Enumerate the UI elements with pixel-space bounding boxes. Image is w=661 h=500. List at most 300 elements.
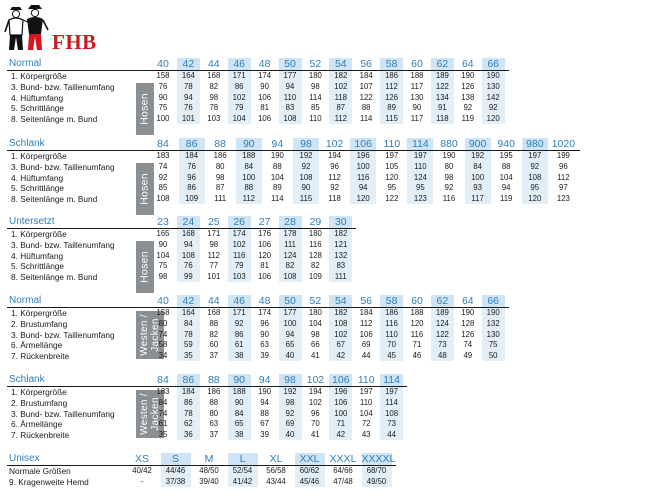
table-cell: 89 xyxy=(273,183,282,193)
size-header: 88 xyxy=(207,374,220,386)
table-cell: 128 xyxy=(308,250,322,260)
table-cell: 95 xyxy=(387,183,397,193)
table-cell: 72 xyxy=(361,419,371,429)
table-cell: 48 xyxy=(438,350,447,360)
row-label: 9. Kragenweite Hemd xyxy=(9,476,89,487)
table-cell: 80 xyxy=(158,318,168,328)
size-header: 86 xyxy=(177,374,200,386)
table-cell: 42 xyxy=(336,350,346,360)
table-cell: 81 xyxy=(260,261,269,271)
table-cell: 195 xyxy=(499,151,513,161)
table-cell: 174 xyxy=(258,308,272,318)
table-cell: 106 xyxy=(258,113,272,123)
table-cell: 184 xyxy=(359,71,373,81)
size-header: XXL xyxy=(295,453,325,465)
table-cell: 64/66 xyxy=(333,466,353,476)
table-cell: 73 xyxy=(387,419,396,429)
table-cell: 116 xyxy=(442,193,456,203)
table-cell: 67 xyxy=(260,419,269,429)
table-cell: 88 xyxy=(273,161,282,171)
table-cell: 122 xyxy=(435,329,449,339)
table-cell: 99 xyxy=(184,271,193,281)
section-title: Schlank xyxy=(9,138,45,149)
table-cell: 59 xyxy=(184,340,193,350)
table-cell: 71 xyxy=(412,340,422,350)
table-cell: 112 xyxy=(207,250,221,260)
table-cell: 80 xyxy=(444,161,454,171)
table-cell: 78 xyxy=(209,103,219,113)
table-cell: 178 xyxy=(283,229,297,239)
row-label: 1. Körpergröße xyxy=(11,308,67,319)
table-cell: 104 xyxy=(308,318,322,328)
row-label: 1. Körpergröße xyxy=(11,151,67,162)
section-hosen-normal xyxy=(0,58,661,126)
size-header: 86 xyxy=(179,138,205,150)
table-cell: 42 xyxy=(336,429,346,439)
table-cell: 184 xyxy=(185,151,199,161)
brand-name: FHB xyxy=(52,30,97,54)
table-cell: 121 xyxy=(334,239,348,249)
table-cell: 118 xyxy=(328,193,341,203)
table-cell: 98 xyxy=(215,172,225,182)
section-title: Unisex xyxy=(9,453,40,464)
table-cell: 61 xyxy=(158,419,168,429)
row-label: 2. Brustumfang xyxy=(11,397,68,408)
row-label: 3. Bund- bzw. Taillenumfang xyxy=(11,408,115,419)
table-cell: 190 xyxy=(461,71,475,81)
table-cell: 100 xyxy=(471,172,485,182)
table-cell: 119 xyxy=(499,193,513,203)
table-cell: 194 xyxy=(308,387,322,397)
size-header: 90 xyxy=(228,374,251,386)
size-header: 102 xyxy=(306,374,325,386)
table-cell: 190 xyxy=(486,71,500,81)
table-cell: 98 xyxy=(311,81,320,91)
row-label: 3. Bund- bzw. Taillenumfang xyxy=(11,81,115,92)
table-cell: 63 xyxy=(260,340,269,350)
table-cell: 174 xyxy=(258,71,272,81)
row-label: 2. Brustumfang xyxy=(11,318,68,329)
table-cell: 78 xyxy=(184,329,193,339)
table-cell: 41 xyxy=(311,429,320,439)
table-cell: 36 xyxy=(184,429,193,439)
table-cell: 116 xyxy=(309,239,322,249)
table-cell: 65 xyxy=(285,340,295,350)
table-cell: 90 xyxy=(301,183,311,193)
table-cell: 199 xyxy=(556,151,570,161)
size-header: 42 xyxy=(177,58,200,70)
table-cell: 46 xyxy=(412,350,422,360)
table-cell: 88 xyxy=(209,397,219,407)
row-label: 7. Rückenbreite xyxy=(11,350,70,361)
table-cell: 182 xyxy=(334,71,348,81)
table-cell: 49 xyxy=(463,350,473,360)
table-cell: 116 xyxy=(232,250,246,260)
row-label: 1. Körpergröße xyxy=(11,71,67,82)
table-cell: 76 xyxy=(158,81,168,91)
table-cell: 103 xyxy=(207,113,221,123)
table-cell: 180 xyxy=(308,308,322,318)
table-cell: 110 xyxy=(414,161,427,171)
table-cell: 186 xyxy=(213,151,227,161)
table-cell: 83 xyxy=(285,103,295,113)
table-cell: 190 xyxy=(442,151,456,161)
table-cell: 52/54 xyxy=(232,466,253,476)
table-cell: 110 xyxy=(385,329,398,339)
size-header: 880 xyxy=(440,138,458,150)
table-cell: 82 xyxy=(285,261,295,271)
table-cell: 86 xyxy=(187,183,196,193)
table-cell: 98 xyxy=(444,172,454,182)
table-cell: 101 xyxy=(181,113,195,123)
table-cell: 84 xyxy=(184,318,193,328)
table-cell: 94 xyxy=(285,329,295,339)
table-cell: 92 xyxy=(463,103,473,113)
table-cell: 184 xyxy=(181,387,195,397)
size-header: 23 xyxy=(157,216,169,228)
table-cell: 96 xyxy=(330,161,339,171)
section-hosen-untersetzt xyxy=(0,216,661,284)
size-header: 62 xyxy=(431,295,454,307)
table-cell: 111 xyxy=(334,271,347,281)
size-header: 50 xyxy=(279,58,302,70)
table-cell: 112 xyxy=(242,193,256,203)
table-cell: 114 xyxy=(309,92,322,102)
table-cell: 188 xyxy=(242,151,256,161)
table-cell: 182 xyxy=(334,229,348,239)
table-cell: 138 xyxy=(461,92,475,102)
table-cell: 120 xyxy=(528,193,542,203)
table-cell: 94 xyxy=(501,183,511,193)
table-cell: 70 xyxy=(311,419,320,429)
table-cell: 108 xyxy=(334,318,348,328)
table-cell: 124 xyxy=(413,172,427,182)
table-cell: 126 xyxy=(461,81,475,91)
section-title: Schlank xyxy=(9,374,45,385)
size-header: 64 xyxy=(461,295,474,307)
table-cell: 142 xyxy=(486,92,500,102)
table-cell: 102 xyxy=(334,329,348,339)
size-header: 48 xyxy=(258,58,271,70)
row-label: 4. Hüftumfang xyxy=(11,250,64,261)
table-cell: 171 xyxy=(232,308,246,318)
table-cell: 78 xyxy=(184,81,193,91)
table-cell: 112 xyxy=(334,113,348,123)
table-cell: 192 xyxy=(471,151,485,161)
table-cell: 61 xyxy=(234,340,244,350)
size-header: 27 xyxy=(258,216,271,228)
table-cell: 44 xyxy=(387,429,396,439)
table-cell: 106 xyxy=(258,239,272,249)
table-cell: 197 xyxy=(385,151,399,161)
size-header: XL xyxy=(269,453,283,465)
table-cell: 171 xyxy=(207,229,221,239)
table-cell: 111 xyxy=(284,239,296,249)
table-cell: 96 xyxy=(260,318,269,328)
table-cell: 192 xyxy=(299,151,313,161)
table-cell: 94 xyxy=(184,239,193,249)
table-cell: 90 xyxy=(158,92,168,102)
size-header: 90 xyxy=(236,138,262,150)
table-cell: 168 xyxy=(207,71,221,81)
row-label: 8. Seitenlänge m. Bund xyxy=(11,113,98,124)
table-cell: 56/58 xyxy=(266,466,286,476)
table-cell: 68/70 xyxy=(366,466,387,476)
table-cell: 111 xyxy=(214,193,227,203)
table-cell: 183 xyxy=(156,387,170,397)
table-cell: 184 xyxy=(359,308,373,318)
table-cell: 82 xyxy=(209,81,219,91)
table-cell: 100 xyxy=(283,318,297,328)
table-cell: 85 xyxy=(311,103,320,113)
table-cell: 35 xyxy=(184,350,193,360)
table-cell: 48/50 xyxy=(199,466,219,476)
table-cell: 95 xyxy=(416,183,425,193)
table-cell: 84 xyxy=(158,397,168,407)
table-cell: 106 xyxy=(258,271,272,281)
table-cell: 130 xyxy=(410,92,424,102)
row-label: 8. Seitenlänge m. Bund xyxy=(11,271,98,282)
table-cell: 71 xyxy=(336,419,346,429)
section-title: Untersetzt xyxy=(9,216,55,227)
table-cell: 164 xyxy=(181,71,195,81)
size-header: 84 xyxy=(157,138,169,150)
table-cell: 74 xyxy=(158,408,168,418)
size-header: 54 xyxy=(329,58,352,70)
table-cell: 75 xyxy=(158,103,168,113)
table-cell: 75 xyxy=(488,340,498,350)
table-cell: 158 xyxy=(156,308,170,318)
table-cell: 116 xyxy=(356,172,370,182)
table-cell: 50 xyxy=(488,350,498,360)
table-cell: 35 xyxy=(158,429,168,439)
size-header: 48 xyxy=(258,295,271,307)
size-header: 29 xyxy=(309,216,322,228)
category-text: Westen / Jacken xyxy=(139,393,161,435)
table-cell: 189 xyxy=(435,308,449,318)
table-cell: 96 xyxy=(311,408,320,418)
table-cell: 101 xyxy=(207,271,221,281)
table-cell: 76 xyxy=(184,103,193,113)
table-cell: 164 xyxy=(181,308,195,318)
table-cell: 197 xyxy=(359,387,373,397)
size-header: L xyxy=(228,453,258,465)
size-header: 25 xyxy=(207,216,220,228)
table-cell: 39/40 xyxy=(199,476,219,486)
size-header: 56 xyxy=(360,295,373,307)
table-cell: 110 xyxy=(309,113,322,123)
row-label: 5. Schrittlänge xyxy=(11,261,65,272)
size-header: 106 xyxy=(329,374,352,386)
table-cell: 92 xyxy=(285,408,295,418)
table-cell: 109 xyxy=(185,193,199,203)
category-text: Hosen xyxy=(138,251,151,283)
table-cell: 39 xyxy=(260,429,269,439)
size-header: 62 xyxy=(431,58,454,70)
table-cell: 102 xyxy=(232,92,246,102)
table-cell: 165 xyxy=(156,229,170,239)
table-cell: 86 xyxy=(234,81,244,91)
size-header: S xyxy=(161,453,191,465)
size-header: 40 xyxy=(157,295,169,307)
row-label: 3. Bund- bzw. Taillenumfang xyxy=(11,239,115,250)
section-jacken-schlank xyxy=(0,374,661,442)
table-cell: 41/42 xyxy=(232,476,253,486)
row-label: 7. Rückenbreite xyxy=(11,429,70,440)
category-text: Westen / Jacken xyxy=(139,314,161,356)
row-label: 4. Hüftumfang xyxy=(11,92,64,103)
table-cell: 65 xyxy=(234,419,244,429)
size-header: XS xyxy=(134,453,149,465)
table-cell: 197 xyxy=(385,387,399,397)
table-cell: 76 xyxy=(187,161,196,171)
row-label: 4. Hüftumfang xyxy=(11,172,64,183)
table-cell: - xyxy=(140,476,144,486)
table-cell: 92 xyxy=(488,103,498,113)
table-cell: 134 xyxy=(435,92,449,102)
table-cell: 86 xyxy=(184,397,193,407)
table-cell: 115 xyxy=(385,113,398,123)
table-cell: 108 xyxy=(181,250,195,260)
size-header: 50 xyxy=(279,295,302,307)
table-cell: 40 xyxy=(285,350,295,360)
table-cell: 98 xyxy=(209,239,219,249)
table-cell: 190 xyxy=(486,308,500,318)
size-header: 52 xyxy=(309,295,322,307)
table-cell: 44 xyxy=(361,350,371,360)
table-cell: 189 xyxy=(435,71,449,81)
table-cell: 58 xyxy=(158,340,168,350)
table-cell: 37 xyxy=(209,350,219,360)
table-cell: 168 xyxy=(181,229,195,239)
table-cell: 192 xyxy=(283,387,297,397)
table-cell: 88 xyxy=(244,183,254,193)
row-label: 6. Ärmellänge xyxy=(11,419,63,430)
table-cell: 84 xyxy=(244,161,254,171)
table-cell: 132 xyxy=(486,318,500,328)
size-header: 52 xyxy=(309,58,322,70)
table-cell: 97 xyxy=(559,183,568,193)
table-cell: 69 xyxy=(285,419,295,429)
table-cell: 90 xyxy=(260,81,269,91)
table-cell: 117 xyxy=(471,193,484,203)
table-cell: 98 xyxy=(158,271,168,281)
table-cell: 171 xyxy=(232,71,246,81)
table-cell: 94 xyxy=(260,397,269,407)
table-cell: 98 xyxy=(311,329,320,339)
row-label: 1. Körpergröße xyxy=(11,387,67,398)
table-cell: 83 xyxy=(336,261,346,271)
table-cell: 197 xyxy=(413,151,427,161)
size-header: 26 xyxy=(228,216,251,228)
table-cell: 188 xyxy=(232,387,246,397)
table-cell: 91 xyxy=(438,103,447,113)
table-cell: 100 xyxy=(156,113,170,123)
table-cell: 104 xyxy=(232,113,246,123)
table-cell: 102 xyxy=(308,397,322,407)
row-label: 8. Seitenlänge m. Bund xyxy=(11,193,98,204)
row-label: 5. Schrittlänge xyxy=(11,103,65,114)
table-cell: 94 xyxy=(285,81,295,91)
table-cell: 90 xyxy=(260,329,269,339)
size-header: 60 xyxy=(411,295,423,307)
table-cell: 45 xyxy=(387,350,396,360)
table-cell: 79 xyxy=(234,103,244,113)
table-cell: 120 xyxy=(356,193,370,203)
table-cell: 102 xyxy=(334,81,348,91)
table-cell: 108 xyxy=(385,408,399,418)
table-cell: 96 xyxy=(559,161,568,171)
size-header: 110 xyxy=(383,138,401,150)
table-cell: 112 xyxy=(557,172,570,182)
size-header: 98 xyxy=(293,138,319,150)
table-cell: 118 xyxy=(436,113,449,123)
table-cell: 118 xyxy=(334,92,348,102)
table-cell: 119 xyxy=(461,113,475,123)
size-header: 58 xyxy=(380,295,403,307)
size-header: 110 xyxy=(357,374,375,386)
size-header: 54 xyxy=(329,295,352,307)
table-cell: 109 xyxy=(308,271,322,281)
table-cell: 88 xyxy=(209,318,219,328)
table-cell: 112 xyxy=(385,81,398,91)
table-cell: 122 xyxy=(359,92,373,102)
table-cell: 87 xyxy=(336,103,346,113)
table-cell: 92 xyxy=(330,183,339,193)
table-cell: 92 xyxy=(234,318,244,328)
table-cell: 89 xyxy=(387,103,396,113)
table-cell: 158 xyxy=(156,71,170,81)
table-cell: 108 xyxy=(299,172,313,182)
table-cell: 114 xyxy=(359,113,373,123)
table-cell: 92 xyxy=(301,161,311,171)
row-label: 1. Körpergröße xyxy=(11,229,67,240)
table-cell: 37/38 xyxy=(165,476,186,486)
table-cell: 122 xyxy=(435,81,449,91)
table-cell: 63 xyxy=(209,419,219,429)
table-cell: 98 xyxy=(285,397,295,407)
table-cell: 106 xyxy=(258,92,272,102)
table-cell: 45/46 xyxy=(299,476,320,486)
section-title: Normal xyxy=(9,58,42,69)
table-cell: 100 xyxy=(242,172,256,182)
table-cell: 120 xyxy=(486,113,500,123)
table-cell: 80 xyxy=(209,408,219,418)
table-cell: 90 xyxy=(234,397,244,407)
table-cell: 132 xyxy=(334,250,348,260)
table-cell: 126 xyxy=(461,329,475,339)
table-cell: 67 xyxy=(336,340,346,350)
table-cell: 79 xyxy=(234,261,244,271)
table-cell: 108 xyxy=(283,271,297,281)
table-cell: 81 xyxy=(260,103,269,113)
table-cell: 78 xyxy=(184,408,193,418)
table-cell: 188 xyxy=(410,308,424,318)
table-cell: 84 xyxy=(473,161,482,171)
table-cell: 115 xyxy=(299,193,313,203)
table-cell: 80 xyxy=(215,161,225,171)
table-cell: 190 xyxy=(461,308,475,318)
table-cell: 120 xyxy=(385,172,399,182)
table-cell: 116 xyxy=(385,318,398,328)
table-cell: 40 xyxy=(285,429,295,439)
table-cell: 100 xyxy=(356,161,370,171)
row-label: 6. Ärmellänge xyxy=(11,340,63,351)
table-cell: 128 xyxy=(461,318,475,328)
table-cell: 62 xyxy=(184,419,193,429)
size-header: M xyxy=(204,453,214,465)
table-cell: 92 xyxy=(444,183,454,193)
